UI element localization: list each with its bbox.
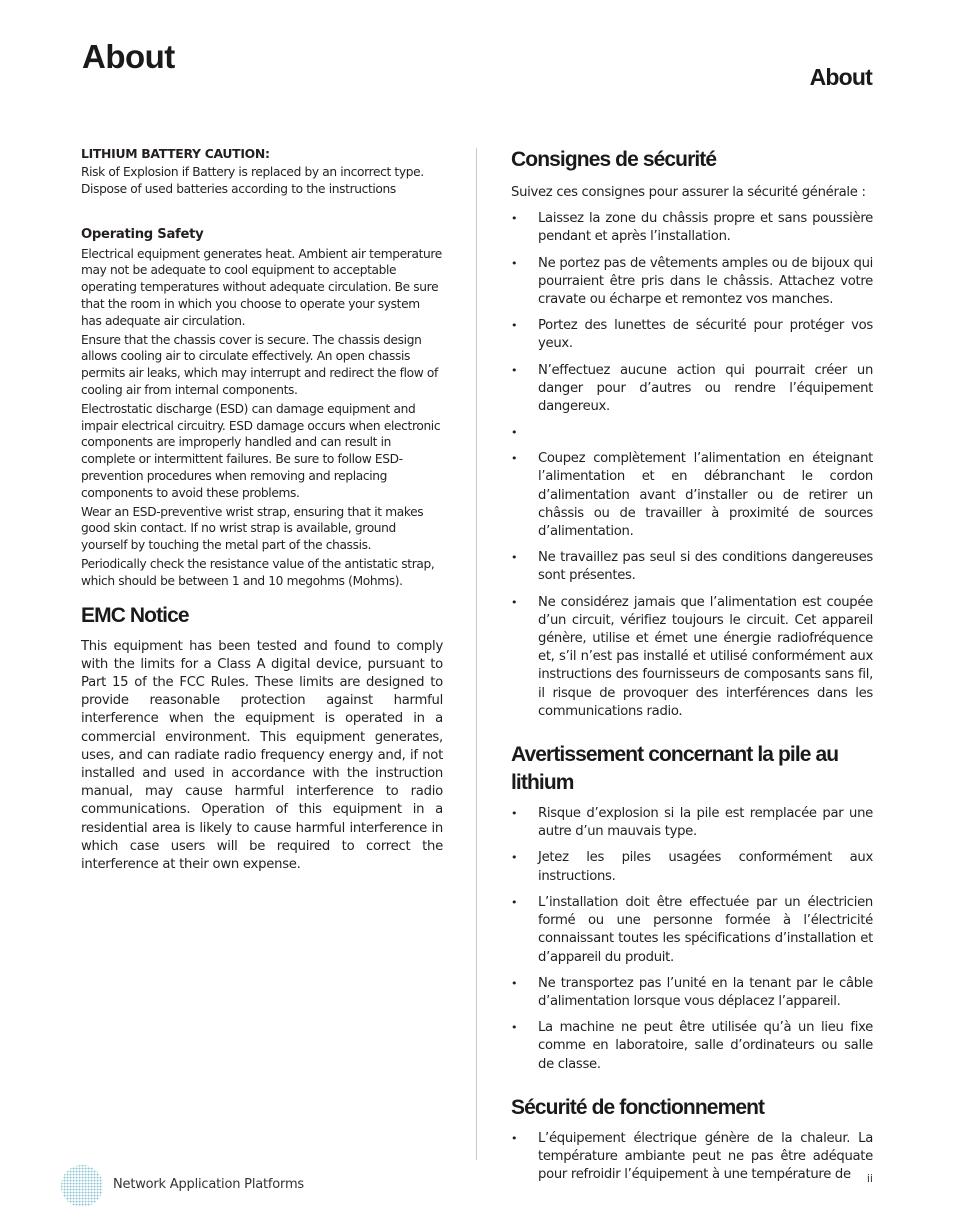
column-divider — [476, 148, 477, 1160]
company-logo-icon — [60, 1164, 104, 1208]
safety-item-text: Ne considérez jamais que l’alimentation est coupée d’un circuit, vérifiez toujours le circuit. Cet appareil génère, utilise et émet une énergie radiofréquence et, s’il n’est pas installé et utilisé conformément aux instructions des fournisseurs de composants sans fil, il risque de provoquer des interférences dans les communications radio. — [538, 594, 873, 719]
battery-list-item — [511, 805, 873, 841]
safety-list-item — [511, 210, 873, 246]
emc-notice-section — [81, 602, 443, 875]
battery-item-text: Ne transportez pas l’unité en la tenant par le câble d’alimentation lorsque vous déplacez l’appareil. — [538, 975, 873, 1009]
battery-list-item — [511, 1019, 873, 1074]
safety-item-text: Ne travaillez pas seul si des conditions dangereuses sont présentes. — [538, 550, 873, 584]
battery-warning-heading: Avertissement concernant la pile au lithium — [511, 743, 839, 795]
operating-safety-paragraph: Wear an ESD-preventive wrist strap, ensuring that it makes good skin contact. If no wrist strap is available, ground yourself by touching the metal part of the chassis. — [81, 504, 424, 553]
lithium-caution-heading: LITHIUM BATTERY CAUTION: — [81, 146, 270, 161]
safety-item-text: Ne portez pas de vêtements amples ou de bijoux qui pourraient être pris dans le châssis. Attachez votre cravate ou écharpe et remontez vos manches. — [538, 255, 873, 308]
bullet-icon: • — [511, 363, 518, 377]
right-column — [511, 146, 873, 1192]
bullet-icon: • — [511, 551, 518, 565]
safety-item-text: Laissez la zone du châssis propre et sans poussière pendant et après l’installation. — [538, 211, 873, 245]
safety-list — [511, 210, 873, 721]
safety-list-item — [511, 362, 873, 417]
operation-safety-section — [511, 1094, 873, 1185]
bullet-icon: • — [511, 976, 518, 990]
battery-list-item — [511, 975, 873, 1011]
bullet-icon: • — [511, 1131, 518, 1145]
caution-line: Dispose of used batteries according to the instructions — [81, 181, 396, 196]
battery-item-text: La machine ne peut être utilisée qu’à un lieu fixe comme en laboratoire, salle d’ordinateurs ou salle de classe. — [538, 1020, 873, 1072]
safety-heading: Consignes de sécurité — [511, 148, 717, 171]
operation-item-text: L’équipement électrique génère de la chaleur. La température ambiante peut ne pas être adéquate pour refroidir l’équipement à une température de — [538, 1130, 873, 1183]
safety-item-text: Coupez complètement l’alimentation en éteignant l’alimentation et en débranchant le cordon d’alimentation avant d’installer ou de retirer un châssis ou de travailler à proximité de sources d’alimentation. — [538, 451, 873, 540]
battery-list-item — [511, 849, 873, 885]
safety-item-text: Portez des lunettes de sécurité pour protéger vos yeux. — [538, 318, 873, 352]
operation-safety-heading: Sécurité de fonctionnement — [511, 1095, 765, 1119]
lithium-caution-block — [81, 146, 443, 198]
safety-list-item — [511, 549, 873, 585]
bullet-icon: • — [511, 256, 518, 270]
safety-intro: Suivez ces consignes pour assurer la sécurité générale : — [511, 185, 866, 200]
footer-company-text: Network Application Platforms — [113, 1177, 304, 1192]
operating-safety-paragraph: Periodically check the resistance value of the antistatic strap, which should be between 1 and 10 megohms (Mohms). — [81, 556, 435, 588]
battery-list-item — [511, 894, 873, 967]
emc-notice-heading: EMC Notice — [81, 603, 189, 627]
battery-warning-section — [511, 741, 873, 1074]
bullet-icon: • — [511, 895, 518, 909]
bullet-icon: • — [511, 807, 518, 821]
battery-item-text: Jetez les piles usagées conformément aux instructions. — [538, 850, 873, 884]
page-title: About — [82, 38, 175, 75]
operating-safety-paragraph: Ensure that the chassis cover is secure. The chassis design allows cooling air to circulate effectively. An open chassis permits air leaks, which may interrupt and redirect the flow of cooling air from internal components. — [81, 332, 438, 397]
battery-item-text: Risque d’explosion si la pile est remplacée par une autre d’un mauvais type. — [538, 806, 873, 840]
battery-item-text: L’installation doit être effectuée par un électricien formé ou une personne formée à l’électricité connaissant toutes les spécifications d’installation et d’appareil du produit. — [538, 894, 873, 965]
bullet-icon: • — [511, 212, 518, 226]
safety-list-item — [511, 424, 873, 442]
bullet-icon: • — [511, 1021, 518, 1035]
safety-list-item — [511, 255, 873, 310]
bullet-icon: • — [511, 595, 518, 609]
page-number: ii — [866, 1172, 873, 1185]
caution-line: Risk of Explosion if Battery is replaced by an incorrect type. — [81, 165, 424, 179]
operation-safety-list — [511, 1130, 873, 1185]
operation-list-item — [511, 1130, 873, 1185]
operating-safety-paragraph: Electrostatic discharge (ESD) can damage equipment and impair electrical circuitry. ESD damage occurs when electronic components are improperly handled and can result in complete or intermittent failures. Be sure to follow ESD-prevention procedures when removing and replacing components to avoid these problems. — [81, 401, 441, 500]
bullet-icon: • — [511, 319, 518, 333]
safety-list-item — [511, 317, 873, 353]
left-column — [81, 146, 443, 874]
safety-section — [511, 146, 873, 721]
bullet-icon: • — [511, 851, 518, 865]
operating-safety-paragraph: Electrical equipment generates heat. Ambient air temperature may not be adequate to cool equipment to acceptable operating temperatures without adequate circulation. Be sure that the room in which you choose to operate your system has adequate air circulation. — [81, 246, 442, 328]
safety-list-item — [511, 450, 873, 541]
emc-notice-text: This equipment has been tested and found to comply with the limits for a Class A digital device, pursuant to Part 15 of the FCC Rules. These limits are designed to provide reasonable protection against harmful interference when the equipment is operated in a commercial environment. This equipment generates, uses, and can radiate radio frequency energy and, if not installed and used in accordance with the instruction manual, may cause harmful interference to radio communications. Operation of this equipment in a residential area is likely to cause harmful interference in which case users will be required to correct the interference at their own expense. — [81, 638, 443, 872]
operating-safety-heading: Operating Safety — [81, 226, 204, 242]
bullet-icon: • — [511, 452, 518, 466]
safety-item-text: N’effectuez aucune action qui pourrait créer un danger pour d’autres ou rendre l’équipement dangereux. — [538, 362, 873, 415]
running-header: About — [809, 64, 872, 90]
bullet-icon: • — [511, 426, 518, 440]
operating-safety-block — [81, 227, 443, 590]
battery-warning-list — [511, 805, 873, 1074]
safety-list-item — [511, 594, 873, 721]
